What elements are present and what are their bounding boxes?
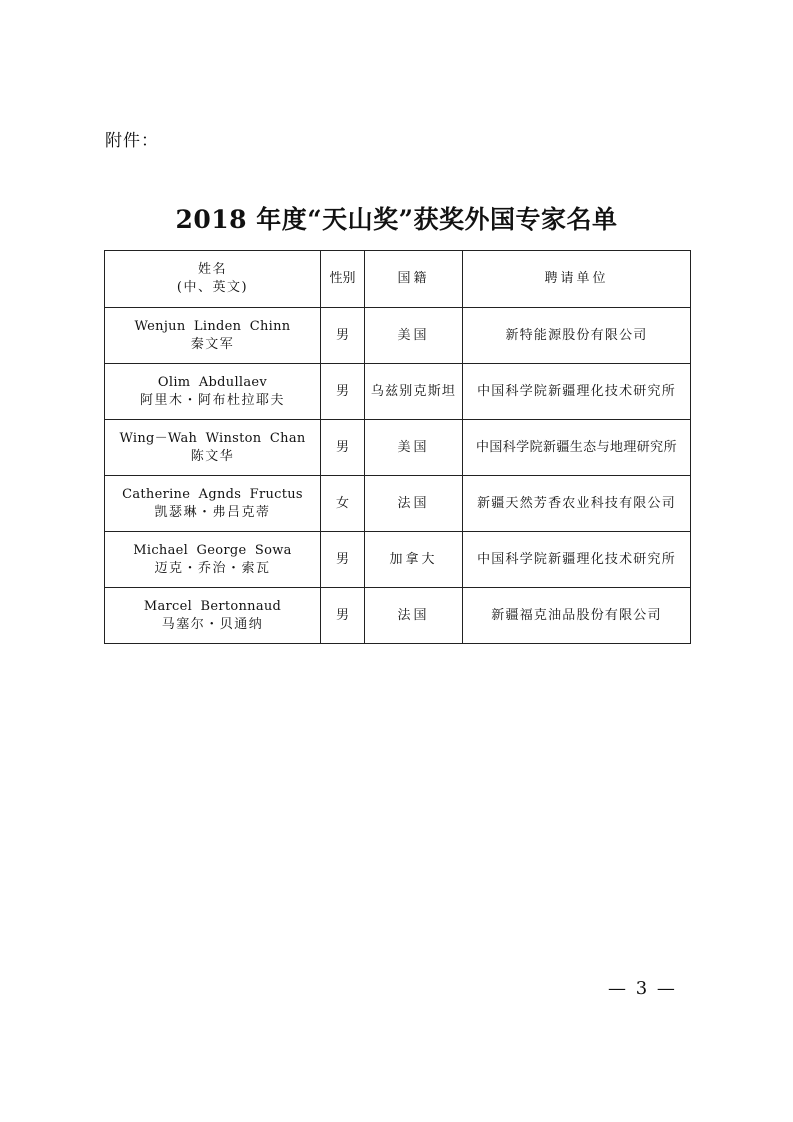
employer-cell: 中国科学院新疆生态与地理研究所 bbox=[463, 420, 691, 476]
gender-cell: 男 bbox=[321, 364, 365, 420]
table-row bbox=[105, 532, 691, 588]
employer-cell: 新疆天然芳香农业科技有限公司 bbox=[463, 476, 691, 532]
name-en: Wing－Wah Winston Chan bbox=[119, 430, 306, 446]
header-nationality: 国籍 bbox=[365, 251, 463, 308]
name-cell bbox=[105, 532, 321, 588]
name-zh: 凯瑟琳・弗吕克蒂 bbox=[154, 504, 271, 520]
name-zh: 秦文军 bbox=[190, 336, 235, 352]
gender-cell: 男 bbox=[321, 308, 365, 364]
header-name-line1: 姓名 bbox=[197, 262, 227, 277]
nationality-cell: 法国 bbox=[365, 588, 463, 644]
employer-cell: 新疆福克油品股份有限公司 bbox=[463, 588, 691, 644]
name-zh: 迈克・乔治・索瓦 bbox=[154, 560, 271, 576]
expert-list-table bbox=[104, 250, 691, 644]
name-en: Michael George Sowa bbox=[133, 542, 292, 558]
name-en: Marcel Bertonnaud bbox=[143, 598, 282, 614]
table-row bbox=[105, 364, 691, 420]
gender-cell: 男 bbox=[321, 532, 365, 588]
name-zh: 阿里木・阿布杜拉耶夫 bbox=[139, 392, 285, 408]
header-gender: 性别 bbox=[321, 251, 365, 308]
document-title: 2018 年度“天山奖”获奖外国专家名单 bbox=[175, 205, 618, 234]
name-zh: 陈文华 bbox=[190, 448, 235, 464]
name-cell bbox=[105, 476, 321, 532]
nationality-cell: 加拿大 bbox=[365, 532, 463, 588]
page-number: — 3 — bbox=[608, 978, 677, 999]
gender-cell: 男 bbox=[321, 588, 365, 644]
employer-cell: 新特能源股份有限公司 bbox=[463, 308, 691, 364]
name-cell bbox=[105, 420, 321, 476]
gender-cell: 女 bbox=[321, 476, 365, 532]
table-row bbox=[105, 420, 691, 476]
table-row bbox=[105, 588, 691, 644]
header-name bbox=[105, 251, 321, 308]
header-name-line2: (中、英文) bbox=[176, 280, 249, 295]
nationality-cell: 法国 bbox=[365, 476, 463, 532]
name-cell bbox=[105, 588, 321, 644]
nationality-cell: 美国 bbox=[365, 420, 463, 476]
header-employer: 聘请单位 bbox=[463, 251, 691, 308]
employer-cell: 中国科学院新疆理化技术研究所 bbox=[463, 364, 691, 420]
gender-cell: 男 bbox=[321, 420, 365, 476]
nationality-cell: 乌兹别克斯坦 bbox=[365, 364, 463, 420]
name-en: Catherine Agnds Fructus bbox=[122, 486, 303, 502]
name-cell bbox=[105, 364, 321, 420]
employer-cell: 中国科学院新疆理化技术研究所 bbox=[463, 532, 691, 588]
name-en: Wenjun Linden Chinn bbox=[134, 318, 291, 334]
name-cell bbox=[105, 308, 321, 364]
attachment-label: 附件： bbox=[105, 131, 159, 151]
name-en: Olim Abdullaev bbox=[157, 374, 268, 390]
table-row bbox=[105, 308, 691, 364]
table-header-row bbox=[105, 251, 691, 308]
name-zh: 马塞尔・贝通纳 bbox=[161, 616, 264, 632]
table-row bbox=[105, 476, 691, 532]
nationality-cell: 美国 bbox=[365, 308, 463, 364]
